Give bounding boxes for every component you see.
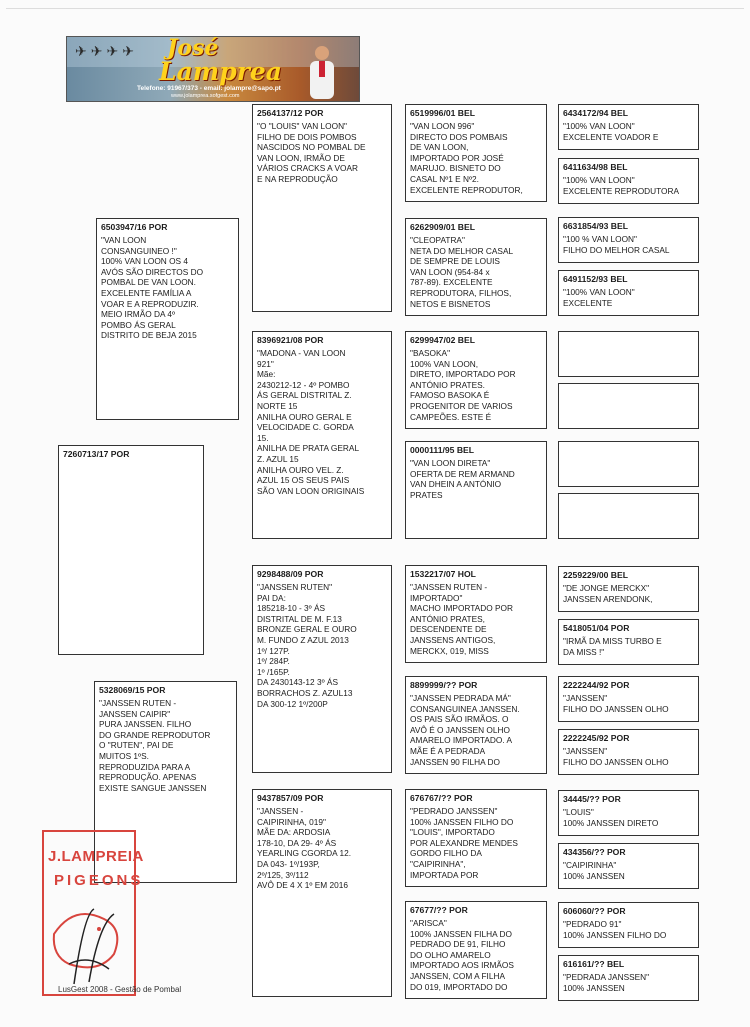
great-grandparent-desc: "ARISCA" 100% JANSSEN FILHA DO PEDRADO DE 91, FILHO DO OLHO AMARELO IMPORTADO AOS IRMÃOS JANSSEN, COM A FILHA DO 019, IMPORTADO DO — [410, 918, 514, 992]
grandparent-card[interactable] — [252, 565, 392, 773]
ggg-card[interactable] — [558, 676, 699, 722]
ggg-card[interactable] — [558, 843, 699, 889]
grandparent-desc: "O "LOUIS" VAN LOON" FILHO DE DOIS POMBOS NASCIDOS NO POMBAL DE VAN LOON, IRMÃO DE VÁRIOS CRACKS A VOAR E NA REPRODUÇÃO — [257, 121, 366, 184]
great-grandparent-card[interactable] — [405, 218, 547, 316]
great-grandparent-ring: 676767/?? POR — [410, 793, 473, 803]
great-grandparent-desc: "PEDRADO JANSSEN" 100% JANSSEN FILHO DO "LOUIS", IMPORTADO POR ALEXANDRE MENDES GORDO FILHO DA "CAIPIRINHA", IMPORTADA POR — [410, 806, 518, 880]
ggg-ring: 616161/?? BEL — [563, 959, 625, 969]
ggg-desc: "PEDRADA JANSSEN" 100% JANSSEN — [563, 972, 650, 993]
grandparent-desc: "JANSSEN RUTEN" PAI DA: 185218-10 - 3º ÁS DISTRITAL DE M. F.13 BRONZE GERAL E OURO M. FUNDO Z AZUL 2013 1º/ 127P. 1º/ 284P. 1º /165P. DA 2430143-12 3º ÁS BORRACHOS Z. AZUL13 DA 300-12 1º/200P — [257, 582, 357, 709]
parent-ring: 6503947/16 POR — [101, 222, 168, 232]
grandparent-ring: 8396921/08 POR — [257, 335, 324, 345]
subject-card[interactable] — [58, 445, 204, 655]
grandparent-card[interactable] — [252, 789, 392, 997]
ggg-desc: "JANSSEN" FILHO DO JANSSEN OLHO — [563, 693, 669, 714]
ggg-desc: "JANSSEN" FILHO DO JANSSEN OLHO — [563, 746, 669, 767]
ggg-desc: "100% VAN LOON" EXCELENTE REPRODUTORA — [563, 175, 680, 196]
great-grandparent-ring: 6262909/01 BEL — [410, 222, 475, 232]
ggg-card[interactable] — [558, 619, 699, 665]
ggg-ring: 2222244/92 POR — [563, 680, 630, 690]
great-grandparent-ring: 6519996/01 BEL — [410, 108, 475, 118]
parent-ring: 5328069/15 POR — [99, 685, 166, 695]
banner-name-line1: José — [167, 36, 219, 61]
ggg-desc: "100 % VAN LOON" FILHO DO MELHOR CASAL — [563, 234, 670, 255]
ggg-desc: "100% VAN LOON" EXCELENTE — [563, 287, 635, 308]
great-grandparent-card[interactable] — [405, 565, 547, 663]
ggg-desc: "100% VAN LOON" EXCELENTE VOADOR E — [563, 121, 659, 142]
great-grandparent-desc: "VAN LOON 996" DIRECTO DOS POMBAIS DE VAN LOON, IMPORTADO POR JOSÉ MARUJO. BISNETO DO CASAL Nº1 E Nº2. EXCELENTE REPRODUTOR, — [410, 121, 523, 195]
banner-website: www.jolamprea.sofgest.com — [171, 93, 240, 99]
banner-name-line2: Lamprea — [159, 57, 282, 86]
great-grandparent-ring: 67677/?? POR — [410, 905, 468, 915]
grandparent-card[interactable] — [252, 331, 392, 539]
header-banner — [66, 36, 360, 102]
ggg-ring: 6491152/93 BEL — [563, 274, 628, 284]
great-grandparent-desc: "JANSSEN RUTEN - IMPORTADO" MACHO IMPORTADO POR ANTÓNIO PRATES, DESCENDENTE DE JANSSENS ANTIGOS, MERCKX, 019, MISS — [410, 582, 513, 656]
banner-contact: Telefone: 91967/373 - email: jolampre@sapo.pt — [137, 85, 281, 92]
great-grandparent-card[interactable] — [405, 789, 547, 887]
grandparent-ring: 9298488/09 POR — [257, 569, 324, 579]
ggg-ring: 2259229/00 BEL — [563, 570, 628, 580]
ggg-card[interactable] — [558, 104, 699, 150]
great-grandparent-desc: "JANSSEN PEDRADA MÁ" CONSANGUINEA JANSSEN. OS PAIS SÃO IRMÃOS. O AVÔ É O JANSSEN OLHO AMARELO IMPORTADO. A MÃE É A PEDRADA JANSSEN 90 FILHA DO — [410, 693, 520, 767]
great-grandparent-card[interactable] — [405, 676, 547, 774]
subject-ring: 7260713/17 POR — [63, 449, 130, 459]
ggg-card[interactable] — [558, 217, 699, 263]
parent-desc: "JANSSEN RUTEN - JANSSEN CAIPIR" PURA JANSSEN. FILHO DO GRANDE REPRODUTOR O "RUTEN", PAI DE MUITOS 1ºS. REPRODUZIDA PARA A REPRODUÇÃO. APENAS EXISTE SANGUE JANSSEN — [99, 698, 211, 793]
ggg-card-empty[interactable] — [558, 441, 699, 487]
grandparent-desc: "JANSSEN - CAIPIRINHA, 019" MÃE DA: ARDOSIA 178-10, DA 29- 4º ÁS YEARLING CGORDA 12. DA 043- 1º/193P, 2º/125, 3º/112 AVÔ DE 4 X 1º EM 2016 — [257, 806, 352, 891]
ggg-ring: 2222245/92 POR — [563, 733, 630, 743]
ggg-ring: 6631854/93 BEL — [563, 221, 628, 231]
ggg-ring: 5418051/04 POR — [563, 623, 630, 633]
ggg-card[interactable] — [558, 158, 699, 204]
loft-stamp — [42, 830, 144, 996]
ggg-ring: 434356/?? POR — [563, 847, 626, 857]
great-grandparent-desc: "CLEOPATRA" NETA DO MELHOR CASAL DE SEMPRE DE LOUIS VAN LOON (954-84 x 787-89). EXCELENTE REPRODUTORA, FILHOS, NETOS E BISNETOS — [410, 235, 514, 309]
ggg-ring: 606060/?? POR — [563, 906, 626, 916]
stamp-line2: PIGEONS — [54, 872, 144, 889]
ggg-ring: 6411634/98 BEL — [563, 162, 628, 172]
grandparent-desc: "MADONA - VAN LOON 921" Mãe: 2430212-12 - 4º POMBO ÁS GERAL DISTRITAL Z. NORTE 15 ANILHA OURO GERAL E VELOCIDADE C. GORDA 15. ANILHA DE PRATA GERAL Z. AZUL 15 ANILHA OURO VEL. Z. AZUL 15 OS SEUS PAIS SÃO VAN LOON ORIGINAIS — [257, 348, 365, 496]
parent-card-sire[interactable] — [96, 218, 239, 420]
ggg-desc: "PEDRADO 91" 100% JANSSEN FILHO DO — [563, 919, 667, 940]
great-grandparent-card[interactable] — [405, 331, 547, 429]
ggg-card-empty[interactable] — [558, 331, 699, 377]
ggg-card[interactable] — [558, 902, 699, 948]
ggg-card[interactable] — [558, 270, 699, 316]
stamp-line1: J.LAMPREIA — [48, 848, 144, 865]
grandparent-card[interactable] — [252, 104, 392, 312]
pigeon-flock-icon: ✈✈✈✈ — [75, 43, 138, 59]
ggg-desc: "CAIPIRINHA" 100% JANSSEN — [563, 860, 625, 881]
ggg-desc: "LOUIS" 100% JANSSEN DIRETO — [563, 807, 659, 828]
ggg-ring: 34445/?? POR — [563, 794, 621, 804]
ggg-ring: 6434172/94 BEL — [563, 108, 628, 118]
great-grandparent-card[interactable] — [405, 441, 547, 539]
ggg-desc: "IRMÃ DA MISS TURBO E DA MISS !" — [563, 636, 662, 657]
breeder-portrait-icon — [305, 43, 339, 99]
footer-credit: LusGest 2008 - Gestão de Pombal — [58, 985, 182, 994]
ggg-card[interactable] — [558, 566, 699, 612]
grandparent-ring: 9437857/09 POR — [257, 793, 324, 803]
grandparent-ring: 2564137/12 POR — [257, 108, 324, 118]
ggg-card[interactable] — [558, 729, 699, 775]
great-grandparent-desc: "VAN LOON DIRETA" OFERTA DE REM ARMAND VAN DHEIN A ANTÓNIO PRATES — [410, 458, 515, 500]
pigeon-stamp-icon — [44, 894, 134, 994]
great-grandparent-ring: 0000111/95 BEL — [410, 445, 475, 455]
great-grandparent-ring: 6299947/02 BEL — [410, 335, 475, 345]
ggg-card[interactable] — [558, 955, 699, 1001]
great-grandparent-card[interactable] — [405, 104, 547, 202]
great-grandparent-ring: 1532217/07 HOL — [410, 569, 476, 579]
great-grandparent-desc: "BASOKA" 100% VAN LOON, DIRETO, IMPORTADO POR ANTÓNIO PRATES. FAMOSO BASOKA É PROGENITOR DE VARIOS CAMPEÕES. ESTE É — [410, 348, 516, 422]
ggg-desc: "DE JONGE MERCKX" JANSSEN ARENDONK, — [563, 583, 653, 604]
ggg-card[interactable] — [558, 790, 699, 836]
great-grandparent-card[interactable] — [405, 901, 547, 999]
ggg-card-empty[interactable] — [558, 493, 699, 539]
great-grandparent-ring: 8899999/?? POR — [410, 680, 478, 690]
ggg-card-empty[interactable] — [558, 383, 699, 429]
parent-desc: "VAN LOON CONSANGUINEO !" 100% VAN LOON OS 4 AVÓS SÃO DIRECTOS DO POMBAL DE VAN LOON. EXCELENTE FAMÍLIA A VOAR E A REPRODUZIR. MEIO IRMÃO DA 4º POMBO ÁS GERAL DISTRITO DE BEJA 2015 — [101, 235, 204, 341]
